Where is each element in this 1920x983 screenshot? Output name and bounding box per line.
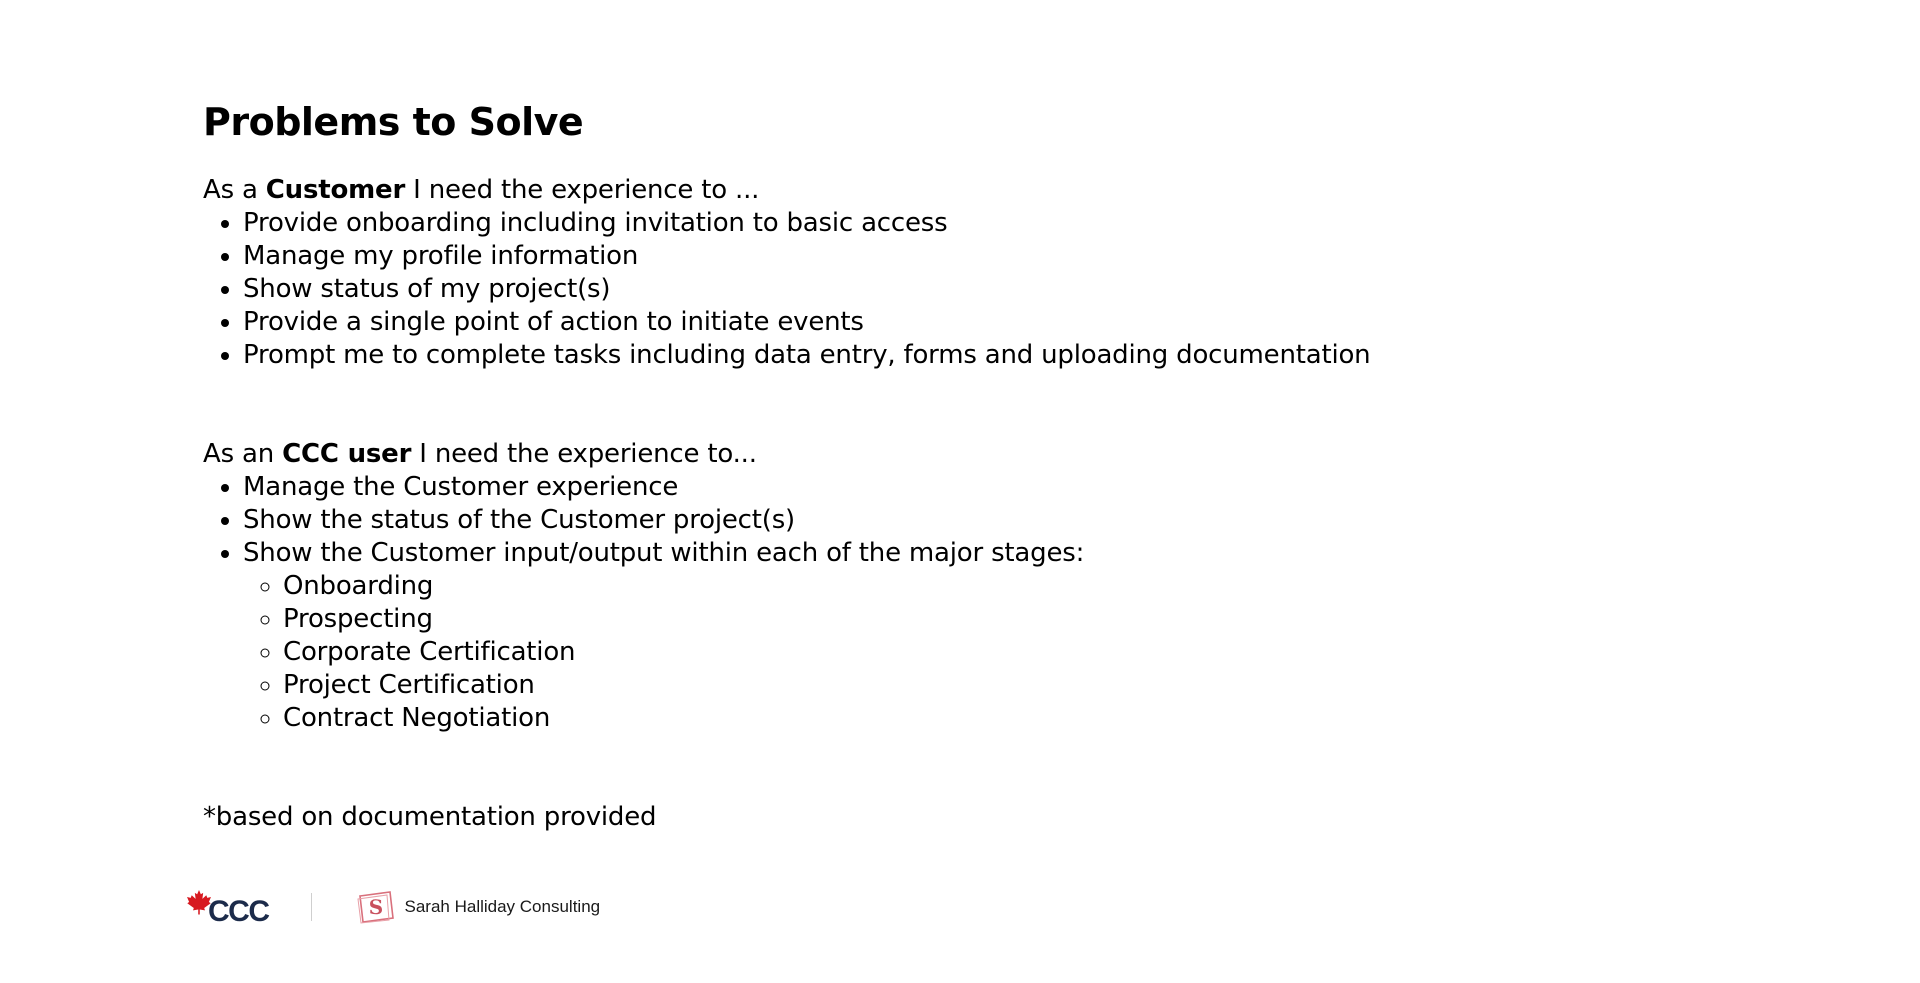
customer-needs-list bbox=[203, 207, 1703, 372]
footnote: *based on documentation provided bbox=[203, 802, 657, 832]
stage-item: ◦ Prospecting bbox=[283, 603, 1703, 636]
ccc-user-role: CCC user bbox=[282, 439, 412, 469]
customer-intro-prefix: As a bbox=[203, 175, 266, 205]
page-title: Problems to Solve bbox=[203, 100, 584, 144]
logo-divider bbox=[311, 893, 312, 921]
list-item: • Provide a single point of action to initiate events bbox=[243, 306, 1703, 339]
consultant-mark-letter: S bbox=[368, 895, 383, 919]
spacer bbox=[203, 372, 1703, 438]
spacer bbox=[203, 735, 1703, 801]
list-item: • Show status of my project(s) bbox=[243, 273, 1703, 306]
ccc-logo bbox=[186, 887, 269, 927]
list-item-text: Show the Customer input/output within each of the major stages: bbox=[243, 538, 1085, 568]
list-item: • Prompt me to complete tasks including data entry, forms and uploading documentation bbox=[243, 339, 1703, 372]
stage-item: ◦ Contract Negotiation bbox=[283, 702, 1703, 735]
ccc-intro-suffix: I need the experience to... bbox=[411, 439, 757, 469]
ccc-logo-text: CCC bbox=[208, 895, 269, 928]
ccc-user-needs-list bbox=[203, 471, 1703, 735]
slide-content bbox=[203, 96, 1703, 834]
consultant-logo bbox=[356, 890, 601, 924]
list-item: • Manage my profile information bbox=[243, 240, 1703, 273]
customer-intro bbox=[203, 174, 1703, 207]
ccc-user-intro bbox=[203, 438, 1703, 471]
list-item bbox=[243, 537, 1703, 735]
list-item: • Manage the Customer experience bbox=[243, 471, 1703, 504]
stage-item: ◦ Onboarding bbox=[283, 570, 1703, 603]
consultant-name: Sarah Halliday Consulting bbox=[404, 897, 601, 916]
customer-intro-suffix: I need the experience to ... bbox=[405, 175, 760, 205]
ccc-intro-prefix: As an bbox=[203, 439, 283, 469]
sarah-halliday-s-icon bbox=[356, 890, 396, 924]
major-stages-list bbox=[243, 570, 1703, 735]
list-item: • Provide onboarding including invitation to basic access bbox=[243, 207, 1703, 240]
customer-role: Customer bbox=[265, 175, 406, 205]
stage-item: ◦ Corporate Certification bbox=[283, 636, 1703, 669]
list-item: • Show the status of the Customer project(s) bbox=[243, 504, 1703, 537]
footer-logos bbox=[186, 884, 600, 930]
stage-item: ◦ Project Certification bbox=[283, 669, 1703, 702]
